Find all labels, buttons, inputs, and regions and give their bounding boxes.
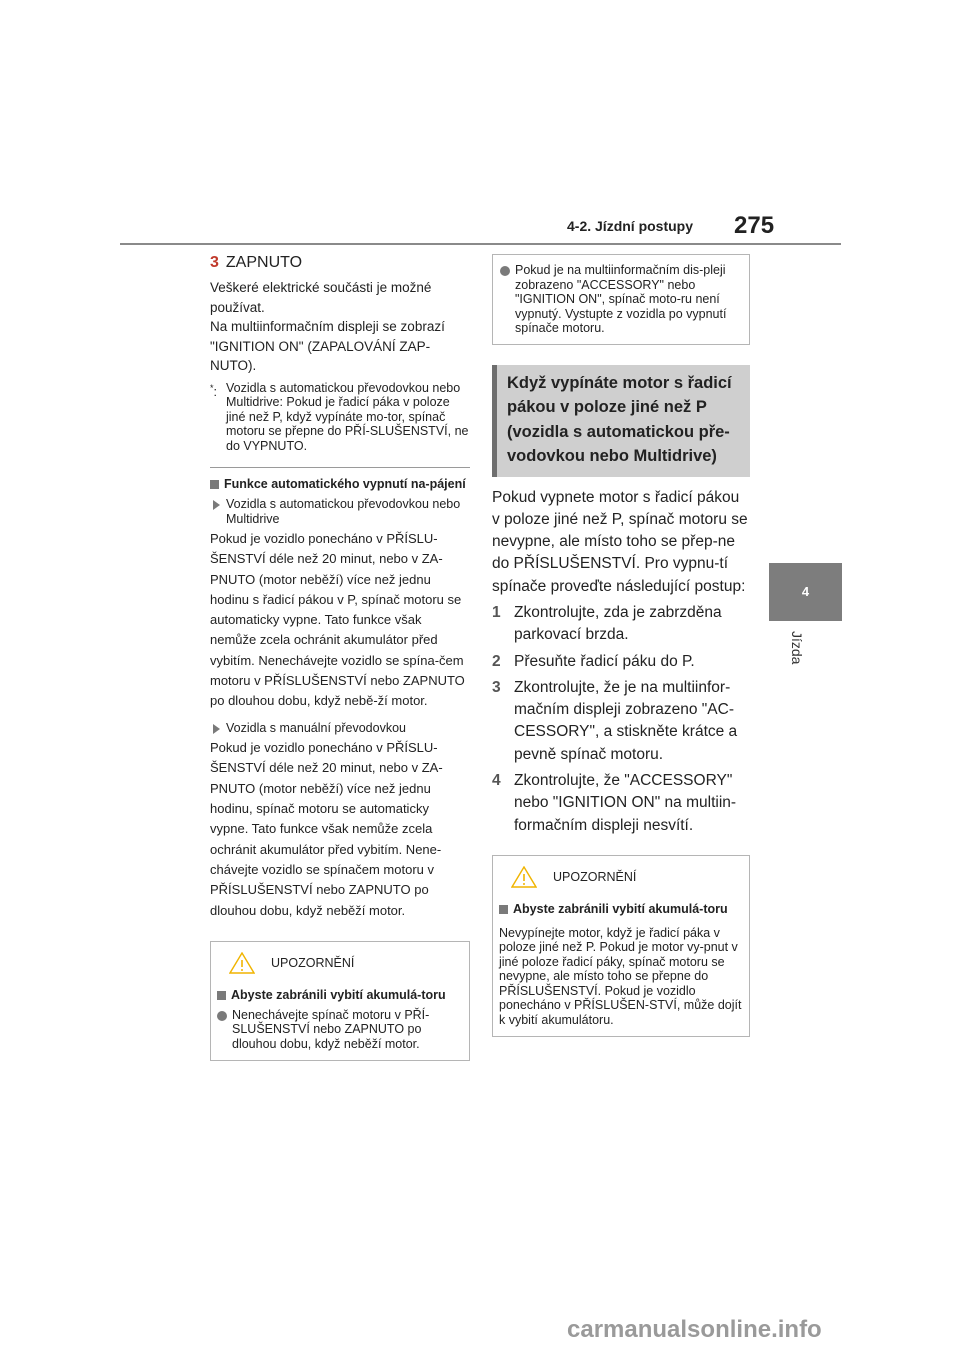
section-heading: Když vypínáte motor s řadicí pákou v poloze jiné než P (vozidla s automatickou pře-vodovkou nebo Multidrive) xyxy=(492,365,750,477)
step-text: Přesuňte řadicí páku do P. xyxy=(514,652,695,670)
triangle-bullet-icon xyxy=(213,500,220,510)
procedure-step xyxy=(492,677,750,766)
step-heading xyxy=(210,254,470,272)
procedure-step xyxy=(492,651,750,673)
page-number: 275 xyxy=(734,212,775,239)
step-text: Zkontrolujte, zda je zabrzděna parkovací brzda. xyxy=(514,603,722,644)
step-text: Zkontrolujte, že je na multiinfor-mačním displeji zobrazeno "AC-CESSORY", a stiskněte krátce a pevně spínač motoru. xyxy=(514,678,738,763)
divider xyxy=(210,467,470,468)
procedure-step xyxy=(492,602,750,647)
warning-icon xyxy=(229,952,255,974)
chapter-label: Jízda xyxy=(789,631,805,665)
paragraph: Pokud je vozidlo ponecháno v PŘÍSLU-ŠENSTVÍ déle než 20 minut, nebo v ZA-PNUTO (motor neběží) více než jednu hodinu, spínač motoru se automaticky vypne. Tato funkce však nemůže zcela ochránit akumulátor před vybitím. Nene-chávejte vozidlo se spínačem motoru v PŘÍSLUŠENSTVÍ nebo ZAPNUTO po dlouhou dobu, když neběží motor. xyxy=(210,740,443,918)
subsection-heading: Funkce automatického vypnutí na-pájení xyxy=(210,477,470,491)
right-column xyxy=(492,254,750,1037)
square-bullet-icon xyxy=(499,905,508,914)
step-text: Zkontrolujte, že "ACCESSORY" nebo "IGNITION ON" na multiin-formačním displeji nesvítí. xyxy=(514,772,737,834)
step-text: Veškeré elektrické součásti je možné používat. xyxy=(210,280,432,315)
square-bullet-icon xyxy=(217,991,226,1000)
info-bullet: Pokud je na multiinformačním dis-pleji zobrazeno "ACCESSORY" nebo "IGNITION ON", spínač moto-ru není vypnutý. Vystupte z vozidla po vypnutí spínače motoru. xyxy=(500,263,742,336)
warning-icon xyxy=(511,866,537,888)
left-column xyxy=(210,254,470,1061)
caution-text: Nevypínejte motor, když je řadicí páka v poloze jiné než P. Pokud je motor vy-pnut v jiné poloze řadicí páky, spínač motoru se nevypne, ale místo toho se přepne do PŘÍSLUŠENSTVÍ. Pokud je vozidlo ponecháno v PŘÍSLUŠEN-STVÍ, může dojít k vybití akumulátoru. xyxy=(499,925,742,1027)
step-number: 3 xyxy=(210,254,219,271)
footnote-text: Vozidla s automatickou převodovkou nebo Multidrive: Pokud je řadicí páka v poloze jiné než P, když vypínáte mo-tor, spínač motoru se přepne do PŘÍ-SLUŠENSTVÍ, ne do VYPNUTO. xyxy=(226,380,469,453)
caution-box xyxy=(210,941,470,1062)
header-divider xyxy=(120,243,841,245)
subheading-manual: Vozidla s manuální převodovkou xyxy=(210,721,470,736)
subheading-automatic: Vozidla s automatickou převodovkou nebo Multidrive xyxy=(210,497,470,526)
caution-bullet: Nenechávejte spínač motoru v PŘÍ-SLUŠENSTVÍ nebo ZAPNUTO po dlouhou dobu, když neběží motor. xyxy=(217,1008,463,1052)
step-number: 1 xyxy=(492,603,501,621)
paragraph: Pokud je vozidlo ponecháno v PŘÍSLU-ŠENSTVÍ déle než 20 minut, nebo v ZA-PNUTO (motor neběží) více než jednu hodinu s řadicí pákou v P, spínač motoru se automaticky vypne. Tato funkce však nemůže zcela ochránit akumulátor před vybitím. Nenechávejte vozidlo se spína-čem motoru v PŘÍSLUŠENSTVÍ nebo ZAPNUTO po dlouhou dobu, když nebě-ží motor. xyxy=(210,531,465,709)
step-text: Na multiinformačním displeji se zobrazí "IGNITION ON" (ZAPALOVÁNÍ ZAP-NUTO). xyxy=(210,319,445,373)
step-title: ZAPNUTO xyxy=(225,254,303,271)
triangle-bullet-icon xyxy=(213,724,220,734)
circle-bullet-icon xyxy=(217,1011,227,1021)
caution-box xyxy=(492,855,750,1038)
step-number: 2 xyxy=(492,652,501,670)
chapter-tab: 4 xyxy=(769,563,842,621)
info-box xyxy=(492,254,750,345)
circle-bullet-icon xyxy=(500,266,510,276)
caution-heading: Abyste zabránili vybití akumulá-toru xyxy=(499,902,743,916)
caution-title: UPOZORNĚNÍ xyxy=(553,869,637,884)
footnote xyxy=(210,381,470,454)
intro-paragraph: Pokud vypnete motor s řadicí pákou v poloze jiné než P, spínač motoru se nevypne, ale místo toho se přep-ne do PŘÍSLUŠENSTVÍ. Pro vypnu-tí spínače proveďte následující postup: xyxy=(492,488,748,595)
procedure-step xyxy=(492,770,750,837)
square-bullet-icon xyxy=(210,480,219,489)
caution-header xyxy=(499,866,743,888)
watermark: carmanualsonline.info xyxy=(567,1316,822,1343)
caution-heading: Abyste zabránili vybití akumulá-toru xyxy=(217,988,463,1002)
section-title: 4-2. Jízdní postupy xyxy=(567,218,694,234)
step-number: 3 xyxy=(492,678,501,696)
footnote-mark: *: xyxy=(210,382,217,399)
caution-header xyxy=(217,952,463,974)
step-number: 4 xyxy=(492,772,501,790)
caution-title: UPOZORNĚNÍ xyxy=(271,955,355,970)
